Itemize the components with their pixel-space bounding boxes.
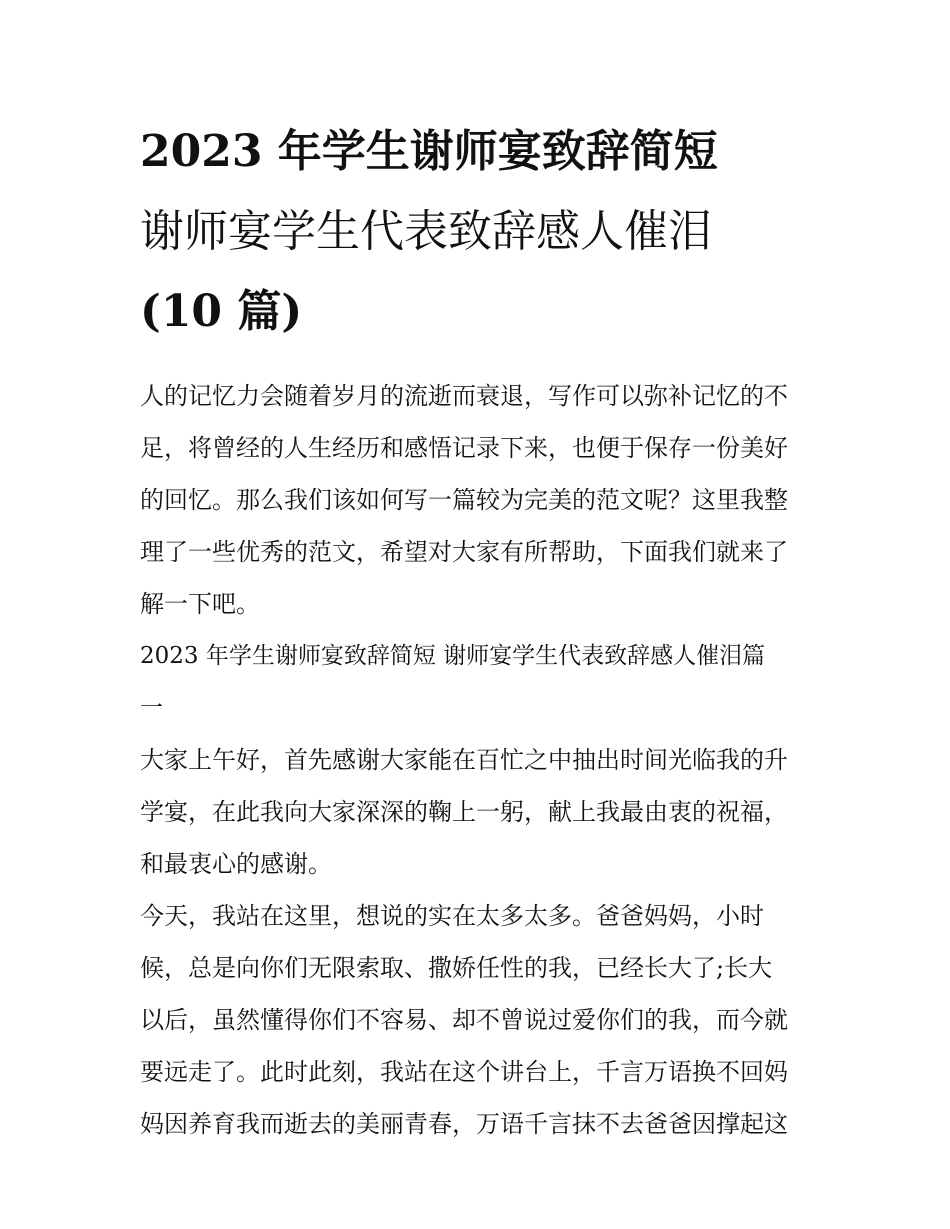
paragraph-line: 候，总是向你们无限索取、撒娇任性的我，已经长大了;长大 — [140, 954, 773, 982]
intro-line: 的回忆。那么我们该如何写一篇较为完美的范文呢？这里我整 — [140, 486, 788, 514]
intro-line: 足，将曾经的人生经历和感悟记录下来，也便于保存一份美好 — [140, 434, 788, 462]
paragraph-line: 学宴，在此我向大家深深的鞠上一躬，献上我最由衷的祝福， — [140, 798, 788, 826]
section-heading-line: 一 — [140, 695, 163, 721]
paragraph-line: 以后，虽然懂得你们不容易、却不曾说过爱你们的我，而今就 — [140, 1006, 788, 1034]
document-title — [140, 112, 812, 352]
title-line-1: 2023 年学生谢师宴致辞简短 — [140, 126, 718, 177]
body-paragraph-2 — [140, 890, 812, 1150]
intro-line: 理了一些优秀的范文，希望对大家有所帮助，下面我们就来了 — [140, 538, 788, 566]
paragraph-line: 妈因养育我而逝去的美丽青春，万语千言抹不去爸爸因撑起这 — [140, 1110, 788, 1138]
intro-line: 人的记忆力会随着岁月的流逝而衰退，写作可以弥补记忆的不 — [140, 382, 788, 410]
document-page — [140, 112, 812, 1150]
paragraph-line: 今天，我站在这里，想说的实在太多太多。爸爸妈妈，小时 — [140, 902, 764, 930]
section-heading — [140, 630, 812, 734]
intro-paragraph — [140, 370, 812, 630]
title-line-3: (10 篇) — [140, 286, 303, 337]
paragraph-line: 大家上午好，首先感谢大家能在百忙之中抽出时间光临我的升 — [140, 746, 788, 774]
section-heading-line: 2023 年学生谢师宴致辞简短 谢师宴学生代表致辞感人催泪篇 — [140, 643, 766, 669]
title-line-2: 谢师宴学生代表致辞感人催泪 — [140, 206, 712, 257]
paragraph-line: 要远走了。此时此刻，我站在这个讲台上，千言万语换不回妈 — [140, 1058, 788, 1086]
intro-line: 解一下吧。 — [140, 590, 260, 618]
paragraph-line: 和最衷心的感谢。 — [140, 850, 332, 878]
body-paragraph-1 — [140, 734, 812, 890]
